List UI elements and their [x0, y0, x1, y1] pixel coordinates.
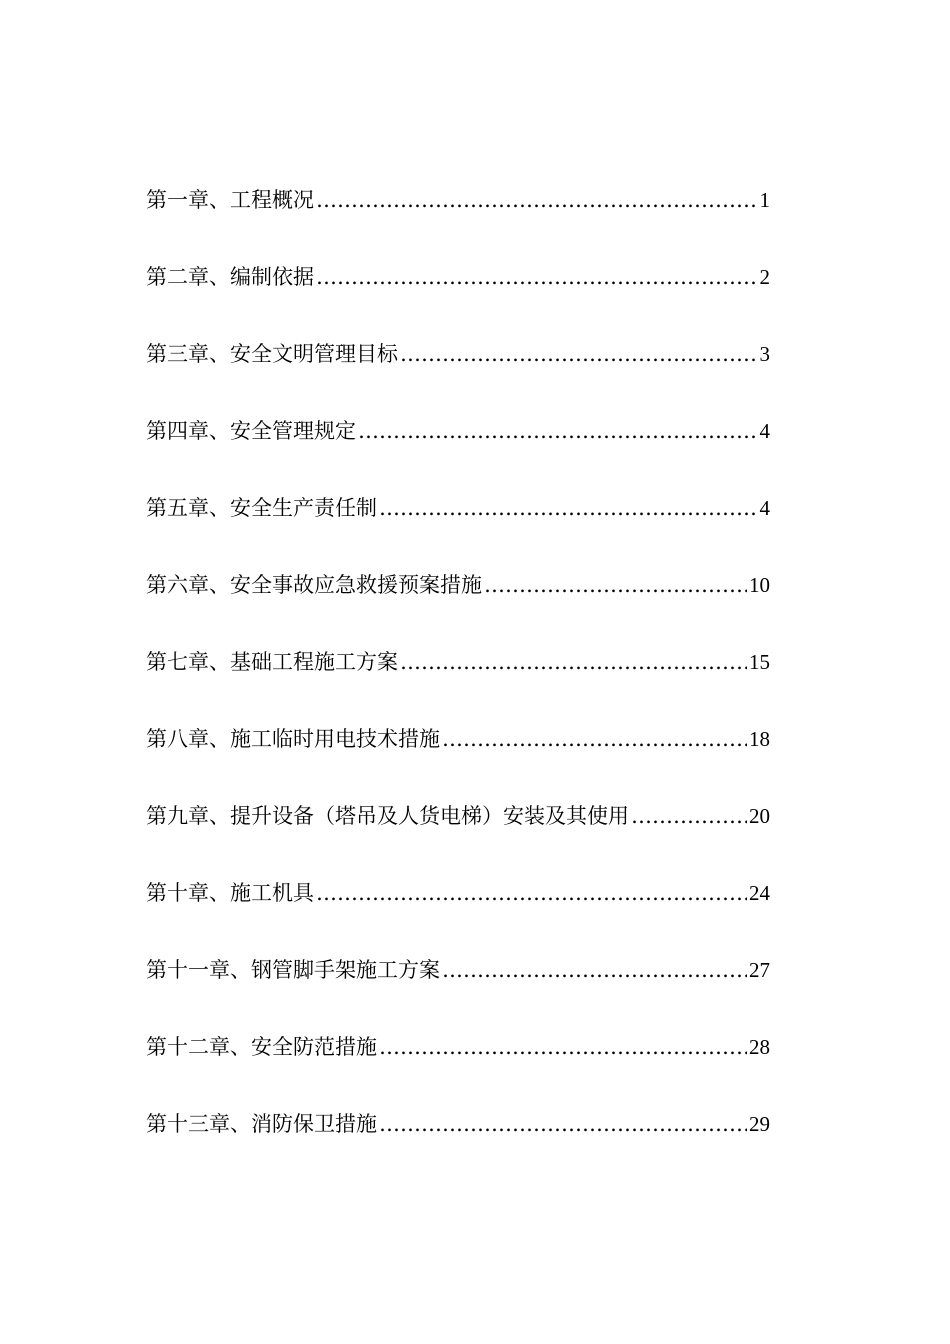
toc-entry-page: 10: [749, 573, 770, 597]
toc-dot-leader: [358, 415, 758, 447]
toc-entry-title: 第八章、施工临时用电技术措施: [146, 727, 440, 751]
toc-entry-page: 3: [759, 342, 770, 366]
toc-entry-chapter-3[interactable]: [146, 338, 770, 415]
toc-entry-page: 4: [759, 496, 770, 520]
toc-dot-leader: [484, 569, 747, 601]
toc-entry-title: 第二章、编制依据: [146, 265, 314, 289]
toc-dot-leader: [379, 1031, 747, 1063]
toc-dot-leader: [379, 492, 758, 524]
toc-dot-leader: [442, 954, 747, 986]
toc-entry-title: 第五章、安全生产责任制: [146, 496, 377, 520]
toc-dot-leader: [631, 800, 747, 832]
toc-dot-leader: [379, 1108, 747, 1140]
toc-entry-title: 第三章、安全文明管理目标: [146, 342, 398, 366]
toc-entry-title: 第六章、安全事故应急救援预案措施: [146, 573, 482, 597]
toc-entry-title: 第十二章、安全防范措施: [146, 1035, 377, 1059]
toc-entry-title: 第四章、安全管理规定: [146, 419, 356, 443]
toc-dot-leader: [316, 261, 758, 293]
toc-entry-page: 27: [749, 958, 770, 982]
toc-entry-page: 4: [759, 419, 770, 443]
toc-entry-chapter-6[interactable]: [146, 569, 770, 646]
toc-entry-chapter-5[interactable]: [146, 492, 770, 569]
toc-entry-chapter-2[interactable]: [146, 261, 770, 338]
toc-dot-leader: [400, 338, 758, 370]
toc-entry-chapter-7[interactable]: [146, 646, 770, 723]
toc-entry-page: 20: [749, 804, 770, 828]
toc-entry-chapter-8[interactable]: [146, 723, 770, 800]
toc-entry-chapter-11[interactable]: [146, 954, 770, 1031]
table-of-contents: [146, 184, 770, 1185]
toc-entry-page: 1: [759, 188, 770, 212]
toc-entry-title: 第十章、施工机具: [146, 881, 314, 905]
toc-entry-chapter-4[interactable]: [146, 415, 770, 492]
toc-entry-chapter-9[interactable]: [146, 800, 770, 877]
toc-entry-chapter-13[interactable]: [146, 1108, 770, 1185]
toc-entry-page: 28: [749, 1035, 770, 1059]
toc-dot-leader: [316, 877, 747, 909]
toc-entry-chapter-1[interactable]: [146, 184, 770, 261]
toc-dot-leader: [442, 723, 747, 755]
toc-entry-page: 18: [749, 727, 770, 751]
toc-entry-title: 第七章、基础工程施工方案: [146, 650, 398, 674]
toc-entry-title: 第九章、提升设备（塔吊及人货电梯）安装及其使用: [146, 804, 629, 828]
toc-entry-page: 2: [759, 265, 770, 289]
toc-entry-chapter-10[interactable]: [146, 877, 770, 954]
toc-entry-chapter-12[interactable]: [146, 1031, 770, 1108]
toc-entry-page: 24: [749, 881, 770, 905]
toc-entry-title: 第十一章、钢管脚手架施工方案: [146, 958, 440, 982]
toc-dot-leader: [400, 646, 747, 678]
toc-entry-page: 15: [749, 650, 770, 674]
toc-entry-title: 第一章、工程概况: [146, 188, 314, 212]
toc-entry-title: 第十三章、消防保卫措施: [146, 1112, 377, 1136]
toc-entry-page: 29: [749, 1112, 770, 1136]
toc-dot-leader: [316, 184, 758, 216]
